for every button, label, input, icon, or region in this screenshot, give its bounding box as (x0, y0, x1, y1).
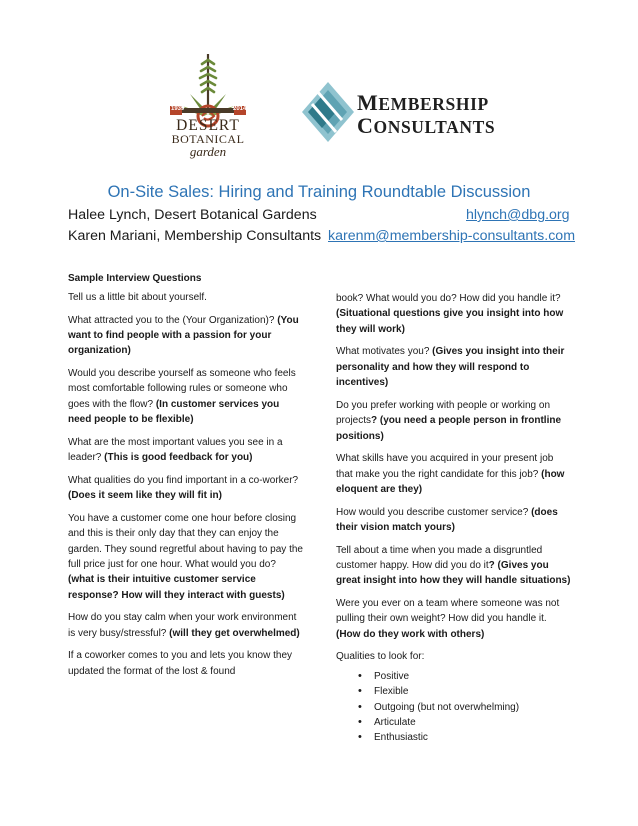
quality-item: • Outgoing (but not overwhelming) (374, 700, 572, 715)
question-note: (In customer services you need people to be flexible) (68, 398, 280, 426)
question-text: Would you describe yourself as someone who feels most comfortable following rules or someone who goes with the flow? (68, 368, 296, 410)
garden-word-desert: DESERT (176, 117, 240, 134)
consultants-word-membership: EMBERSHIP (378, 94, 489, 114)
question-text: Tell about a time when you made a disgruntled customer happy. How did you do it (336, 544, 543, 572)
question-note: (does their vision match yours) (336, 506, 558, 534)
consultants-word-consultants: ONSULTANTS (373, 117, 496, 137)
question-note: (what is their intuitive customer service response? How will they interact with guests) (68, 574, 285, 601)
qualities-list (336, 669, 572, 746)
quality-item: • Flexible (374, 684, 572, 699)
question-note: ? (Gives you great insight into how they will handle situations) (336, 560, 571, 587)
founding-year: 1939 (171, 106, 185, 112)
left-column (68, 290, 303, 686)
question-text: Tell us a little bit about yourself. (68, 292, 207, 303)
question-note: (will they get overwhelmed) (169, 627, 300, 639)
question-note: ? (you need a people person in frontline positions) (336, 415, 562, 442)
garden-word-botanical: BOTANICAL (171, 132, 245, 146)
question-text: Were you ever on a team where someone was not pulling their own weight? How did you handle it. (336, 598, 560, 625)
question-11 (336, 451, 572, 497)
presenter-2-email-link[interactable]: karenm@membership-consultants.com (328, 228, 576, 244)
question-2 (68, 313, 303, 359)
question-note: (This is good feedback for you) (104, 452, 253, 464)
consultants-cap-c: C (357, 113, 374, 138)
question-text: What attracted you to the (Your Organization)? (68, 314, 275, 326)
quality-item: • Articulate (374, 715, 572, 730)
quality-item: • Positive (374, 669, 572, 684)
question-12 (336, 505, 572, 536)
question-13 (336, 543, 572, 589)
presenter-1-email-link[interactable]: hlynch@dbg.org (466, 207, 570, 223)
qualities-heading: Qualities to look for: (336, 651, 425, 663)
question-5 (68, 473, 303, 504)
question-text: Do you prefer working with people or working on projects (336, 399, 550, 427)
membership-consultants-logo (302, 82, 354, 142)
garden-wordmark (158, 118, 258, 159)
question-6 (68, 511, 303, 603)
document-title: On-Site Sales: Hiring and Training Roundtable Discussion (107, 183, 531, 201)
question-note: (Gives you insight into their personality and how they will respond to incentives) (336, 346, 565, 389)
question-note: (You want to find people with a passion for your organization) (68, 314, 299, 357)
presenter-2-name: Karen Mariani, Membership Consultants (68, 228, 322, 244)
question-note: (Does it seem like they will fit in) (68, 490, 222, 502)
question-text: You have a customer come one hour before closing and this is their only day that they can enjoy the garden. They sound regretful about having to pay the full price just for one hour. What would you do? (68, 512, 303, 571)
question-text: How do you stay calm when your work environment is very busy/stressful? (68, 612, 297, 639)
question-note: (How do they work with others) (336, 628, 485, 640)
consultants-wordmark (357, 92, 495, 138)
anniversary-year: 2014 (233, 106, 247, 112)
question-text: book? What would you do? How did you handle it? (336, 293, 561, 304)
question-text: What qualities do you find important in a co-worker? (68, 474, 299, 486)
garden-word-garden: garden (189, 144, 227, 159)
question-text: How would you describe customer service? (336, 506, 529, 518)
question-7 (68, 610, 303, 641)
question-text: What skills have you acquired in your present job that make you the right candidate for this job? (336, 453, 554, 480)
question-4 (68, 435, 303, 466)
question-text: If a coworker comes to you and lets you know they updated the format of the lost & found (68, 650, 292, 677)
question-3 (68, 366, 303, 428)
section-title: Sample Interview Questions (68, 273, 202, 284)
right-column (336, 291, 572, 746)
question-text: What motivates you? (336, 346, 430, 358)
question-8-start (68, 648, 303, 679)
quality-item: • Enthusiastic (374, 730, 572, 745)
question-9 (336, 344, 572, 390)
consultants-cap-m: M (357, 90, 379, 115)
question-1 (68, 290, 303, 305)
question-note: (Situational questions give you insight into how they will work) (336, 308, 564, 335)
question-text: What are the most important values you see in a leader? (68, 436, 283, 464)
question-8-end (336, 291, 572, 337)
question-note: (how eloquent are they) (336, 468, 565, 496)
presenter-1-name: Halee Lynch, Desert Botanical Gardens (68, 207, 317, 223)
question-14 (336, 596, 572, 642)
question-10 (336, 398, 572, 444)
